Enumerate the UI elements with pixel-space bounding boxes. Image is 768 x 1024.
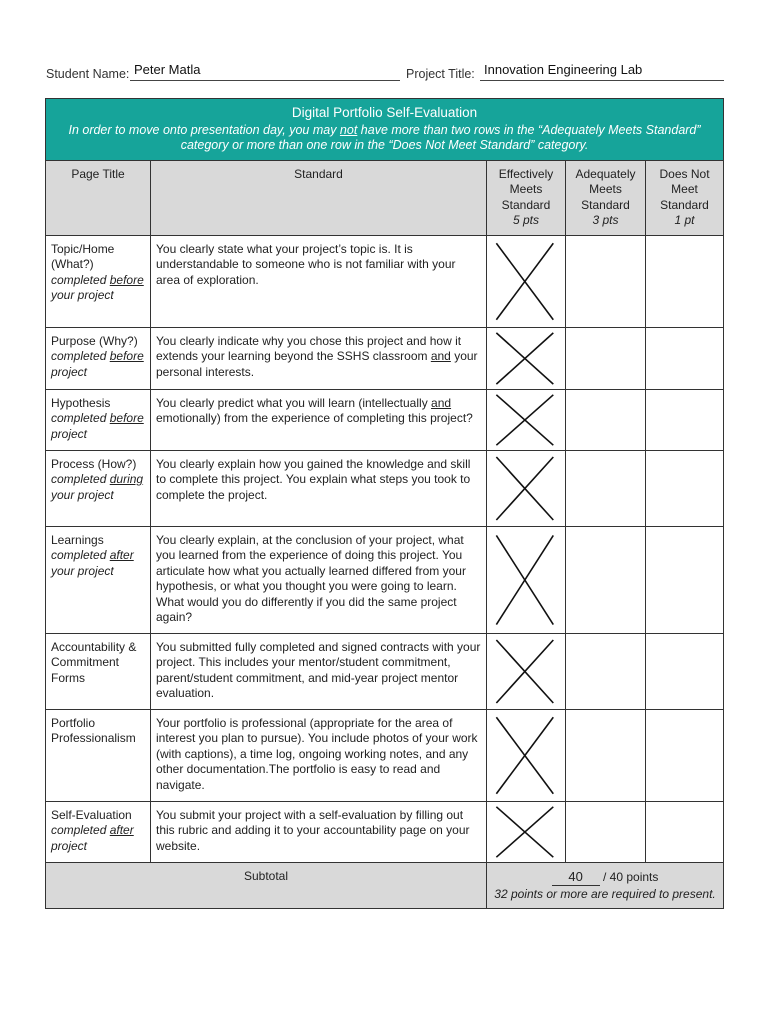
standard-text: You clearly explain how you gained the knowledge and skill to complete this project. You explain what steps you took to complete the project. bbox=[156, 456, 471, 502]
standard-text: You clearly predict what you will learn (intellectually bbox=[156, 395, 432, 410]
column-header-page-title: Page Title bbox=[46, 160, 151, 235]
effective-points: 5 pts bbox=[512, 213, 539, 227]
standard-text: You clearly state what your project’s topic is. It is understandable to someone who is not familiar with your area of exploration. bbox=[156, 241, 456, 287]
standard-cell bbox=[151, 801, 487, 862]
rating-cell-adequate[interactable] bbox=[566, 709, 646, 801]
page-title: Portfolio Professionalism bbox=[51, 715, 136, 745]
rating-cell-effective[interactable] bbox=[487, 633, 566, 709]
rubric-row bbox=[46, 801, 724, 862]
adequate-label: Adequately Meets Standard bbox=[575, 166, 636, 212]
timing-emphasis: after bbox=[109, 823, 134, 837]
standard-cell bbox=[151, 389, 487, 450]
adequate-points: 3 pts bbox=[592, 213, 619, 227]
standard-emphasis: and bbox=[431, 395, 452, 410]
page-title-cell bbox=[46, 235, 151, 327]
not-meet-label: Does Not Meet Standard bbox=[659, 166, 710, 212]
standard-cell bbox=[151, 633, 487, 709]
page-title: Accountability & Commitment Forms bbox=[51, 639, 137, 685]
page-title: Topic/Home (What?) bbox=[51, 241, 115, 271]
timing-text: completed bbox=[51, 472, 107, 486]
x-mark-icon bbox=[487, 527, 565, 633]
timing-suffix: project bbox=[51, 426, 88, 441]
page-title-cell bbox=[46, 633, 151, 709]
standard-emphasis: and bbox=[430, 349, 451, 363]
rating-cell-notmeet[interactable] bbox=[646, 450, 724, 526]
rubric-instructions bbox=[68, 123, 700, 153]
x-mark-icon bbox=[487, 390, 565, 450]
standard-cell bbox=[151, 709, 487, 801]
rating-cell-adequate[interactable] bbox=[566, 389, 646, 450]
effective-label: Effectively Meets Standard bbox=[498, 166, 554, 212]
timing-suffix: your project bbox=[51, 487, 114, 502]
project-title-field[interactable]: Innovation Engineering Lab bbox=[480, 62, 724, 81]
standard-text: You submit your project with a self-evaluation by filling out this rubric and adding it to your accountability page on your website. bbox=[156, 807, 470, 853]
rating-cell-adequate[interactable] bbox=[566, 801, 646, 862]
rating-cell-notmeet[interactable] bbox=[646, 235, 724, 327]
timing-text: completed bbox=[51, 411, 107, 425]
timing-suffix: project bbox=[51, 838, 88, 853]
project-title-label: Project Title: bbox=[406, 67, 475, 81]
x-mark-icon bbox=[487, 328, 565, 389]
rubric-row bbox=[46, 389, 724, 450]
rating-cell-effective[interactable] bbox=[487, 526, 566, 633]
page-title: Self-Evaluation bbox=[51, 807, 132, 822]
banner-cell bbox=[46, 99, 724, 161]
standard-cell bbox=[151, 235, 487, 327]
page-title: Hypothesis bbox=[51, 395, 111, 410]
rating-cell-effective[interactable] bbox=[487, 450, 566, 526]
rating-cell-effective[interactable] bbox=[487, 801, 566, 862]
standard-text: Your portfolio is professional (appropriate for the area of interest you plan to pursue). You include photos of your work (with captions), a time log, ongoing working notes, and any other documentation.The portfolio is easy to read and navigate. bbox=[156, 715, 478, 792]
standard-text-end: your personal interests. bbox=[156, 349, 478, 379]
timing-suffix: your project bbox=[51, 288, 114, 302]
page-title: Learnings bbox=[51, 532, 104, 547]
timing-emphasis: during bbox=[109, 472, 144, 486]
page-title-cell bbox=[46, 450, 151, 526]
rating-cell-notmeet[interactable] bbox=[646, 801, 724, 862]
page-title-cell bbox=[46, 526, 151, 633]
x-mark-icon bbox=[487, 710, 565, 801]
student-name-label: Student Name: bbox=[46, 67, 130, 81]
rubric-row bbox=[46, 450, 724, 526]
subtotal-requirement: 32 points or more are required to present. bbox=[494, 886, 716, 901]
subtotal-score[interactable]: 40 bbox=[552, 869, 600, 886]
self-evaluation-rubric bbox=[45, 98, 724, 909]
subtotal-row bbox=[46, 862, 724, 908]
rating-cell-adequate[interactable] bbox=[566, 526, 646, 633]
instruction-text-2: have more than two rows in the “Adequately Meets Standard” category or more than one row in the “Does Not Meet Standard” category. bbox=[180, 122, 701, 152]
instruction-text-1: In order to move onto presentation day, you may bbox=[68, 122, 340, 137]
rating-cell-notmeet[interactable] bbox=[646, 526, 724, 633]
rating-cell-notmeet[interactable] bbox=[646, 327, 724, 389]
rubric-rows bbox=[46, 235, 724, 862]
timing-emphasis: after bbox=[109, 548, 134, 562]
instruction-not: not bbox=[339, 122, 358, 137]
standard-text: You submitted fully completed and signed contracts with your project. This includes your mentor/student commitment, parent/student commitment, and mid-year project mentor evaluation. bbox=[156, 639, 481, 700]
x-mark-icon bbox=[487, 634, 565, 709]
timing-text: completed bbox=[51, 823, 107, 837]
subtotal-score-cell bbox=[487, 862, 724, 908]
rating-cell-effective[interactable] bbox=[487, 235, 566, 327]
rating-cell-adequate[interactable] bbox=[566, 633, 646, 709]
rubric-row bbox=[46, 526, 724, 633]
timing-text: completed bbox=[51, 349, 107, 363]
standard-text-end: emotionally) from the experience of completing this project? bbox=[156, 411, 473, 425]
rating-cell-effective[interactable] bbox=[487, 389, 566, 450]
rating-cell-effective[interactable] bbox=[487, 709, 566, 801]
column-header-row bbox=[46, 160, 724, 235]
page-title-cell bbox=[46, 709, 151, 801]
rubric-row bbox=[46, 235, 724, 327]
standard-cell bbox=[151, 450, 487, 526]
standard-cell bbox=[151, 526, 487, 633]
x-mark-icon bbox=[487, 236, 565, 327]
page-title-cell bbox=[46, 801, 151, 862]
rating-cell-adequate[interactable] bbox=[566, 235, 646, 327]
rubric-banner bbox=[46, 99, 724, 161]
subtotal-out-of: / 40 points bbox=[603, 869, 659, 884]
timing-suffix: project bbox=[51, 364, 88, 379]
timing-emphasis: before bbox=[109, 411, 144, 425]
timing-text: completed bbox=[51, 272, 107, 287]
page-title-cell bbox=[46, 327, 151, 389]
rating-cell-notmeet[interactable] bbox=[646, 709, 724, 801]
page-title: Process (How?) bbox=[51, 456, 137, 471]
rubric-row bbox=[46, 633, 724, 709]
rating-cell-notmeet[interactable] bbox=[646, 389, 724, 450]
standard-cell bbox=[151, 327, 487, 389]
rubric-title: Digital Portfolio Self-Evaluation bbox=[291, 105, 478, 120]
standard-text: You clearly explain, at the conclusion of your project, what you learned from the experience of doing this project. You articulate how what you actually learned differed from your hypothesis, or what you thought you were going to learn. What would you do differently if you did the same project again? bbox=[156, 532, 466, 624]
x-mark-icon bbox=[487, 802, 565, 862]
rubric-row bbox=[46, 327, 724, 389]
rating-cell-notmeet[interactable] bbox=[646, 633, 724, 709]
x-mark-icon bbox=[487, 451, 565, 526]
timing-suffix: your project bbox=[51, 563, 114, 578]
subtotal-label: Subtotal bbox=[46, 862, 487, 908]
rating-cell-adequate[interactable] bbox=[566, 450, 646, 526]
column-header-standard: Standard bbox=[151, 160, 487, 235]
student-header bbox=[46, 62, 726, 84]
page-title: Purpose (Why?) bbox=[51, 333, 138, 348]
student-name-field[interactable]: Peter Matla bbox=[130, 62, 400, 81]
column-header-not-meet bbox=[646, 160, 724, 235]
page-title-cell bbox=[46, 389, 151, 450]
timing-emphasis: before bbox=[109, 272, 144, 287]
column-header-adequate bbox=[566, 160, 646, 235]
timing-text: completed bbox=[51, 548, 107, 562]
standard-text: You clearly indicate why you chose this project and how it extends your learning beyond the SSHS classroom bbox=[156, 333, 462, 363]
rubric-row bbox=[46, 709, 724, 801]
not-meet-points: 1 pt bbox=[674, 213, 695, 227]
column-header-effective bbox=[487, 160, 566, 235]
timing-emphasis: before bbox=[109, 349, 144, 363]
rating-cell-effective[interactable] bbox=[487, 327, 566, 389]
rating-cell-adequate[interactable] bbox=[566, 327, 646, 389]
